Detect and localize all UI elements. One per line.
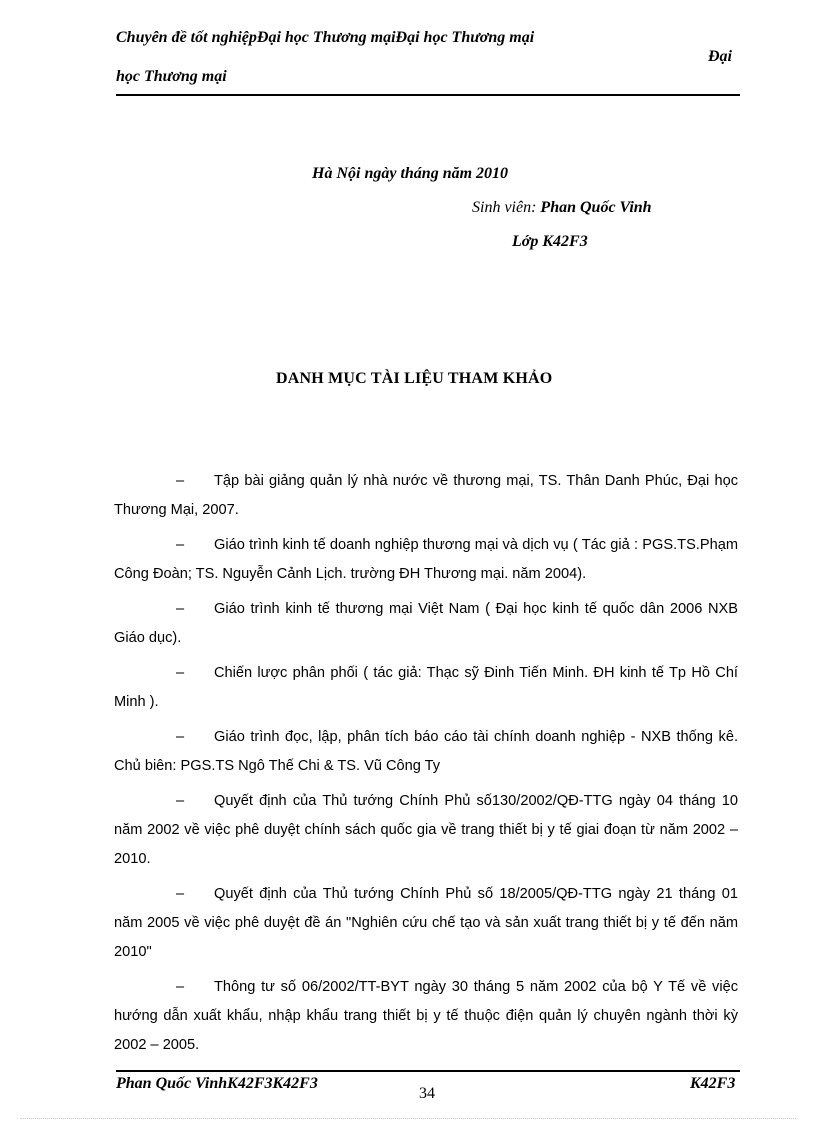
header-rule — [116, 94, 740, 96]
reference-text: Giáo trình kinh tế thương mại Việt Nam ( Đại học kinh tế quốc dân 2006 NXB Giáo dục). — [114, 601, 738, 646]
header-title-line2: học Thương mại — [116, 68, 227, 85]
reference-item — [114, 595, 738, 653]
bullet-dash: – — [176, 473, 185, 489]
reference-text: Giáo trình kinh tế doanh nghiệp thương mại và dịch vụ ( Tác giả : PGS.TS.Phạm Công Đoàn; TS. Nguyễn Cảnh Lịch. trường ĐH Thương mại. năm 2004). — [114, 537, 738, 582]
footer-rule — [116, 1070, 740, 1072]
reference-item — [114, 467, 738, 525]
student-label: Sinh viên: — [472, 199, 537, 216]
reference-item — [114, 659, 738, 717]
bullet-dash: – — [176, 601, 185, 617]
reference-text: Chiến lược phân phối ( tác giả: Thạc sỹ Đinh Tiến Minh. ĐH kinh tế Tp Hồ Chí Minh ). — [114, 665, 738, 710]
reference-text: Quyết định của Thủ tướng Chính Phủ số130/2002/QĐ-TTG ngày 04 tháng 10 năm 2002 về việc phê duyệt chính sách quốc gia về trang thiết bị y tế giai đoạn từ năm 2002 – 2010. — [114, 793, 738, 867]
bullet-dash: – — [176, 665, 185, 681]
reference-text: Giáo trình đọc, lập, phân tích báo cáo tài chính doanh nghiệp - NXB thống kê. Chủ biên: PGS.TS Ngô Thế Chi & TS. Vũ Công Ty — [114, 729, 738, 774]
signature-class: Lớp K42F3 — [512, 233, 588, 250]
reference-item — [114, 880, 738, 967]
reference-item — [114, 973, 738, 1060]
bullet-dash: – — [176, 537, 185, 553]
footer-left-text: Phan Quốc VinhK42F3K42F3 — [116, 1075, 318, 1092]
signature-date: Hà Nội ngày tháng năm 2010 — [312, 165, 509, 182]
header-right-text: Đại — [708, 48, 732, 65]
reference-text: Tập bài giảng quản lý nhà nước về thương mại, TS. Thân Danh Phúc, Đại học Thương Mại, 2007. — [114, 473, 738, 518]
reference-item — [114, 531, 738, 589]
bullet-dash: – — [176, 979, 185, 995]
bullet-dash: – — [176, 886, 185, 902]
page-bottom-border — [20, 1118, 796, 1119]
footer-right-text: K42F3 — [690, 1075, 736, 1092]
page-number: 34 — [419, 1085, 435, 1102]
header-title-line1: Chuyên đề tốt nghiệpĐại học Thương mạiĐại học Thương mại — [116, 29, 535, 46]
reference-item — [114, 723, 738, 781]
page-title: DANH MỤC TÀI LIỆU THAM KHẢO — [276, 370, 553, 387]
student-name: Phan Quốc Vinh — [540, 199, 652, 216]
reference-text: Thông tư số 06/2002/TT-BYT ngày 30 tháng 5 năm 2002 của bộ Y Tế về việc hướng dẫn xuất khẩu, nhập khẩu trang thiết bị y tế thuộc điện quản lý chuyên ngành thời kỳ 2002 – 2005. — [114, 979, 738, 1053]
bullet-dash: – — [176, 729, 185, 745]
reference-list — [114, 467, 738, 1066]
bullet-dash: – — [176, 793, 185, 809]
reference-item — [114, 787, 738, 874]
signature-student — [472, 199, 652, 217]
reference-text: Quyết định của Thủ tướng Chính Phủ số 18/2005/QĐ-TTG ngày 21 tháng 01 năm 2005 về việc phê duyệt đề án "Nghiên cứu chế tạo và sản xuất trang thiết bị y tế đến năm 2010" — [114, 886, 738, 960]
